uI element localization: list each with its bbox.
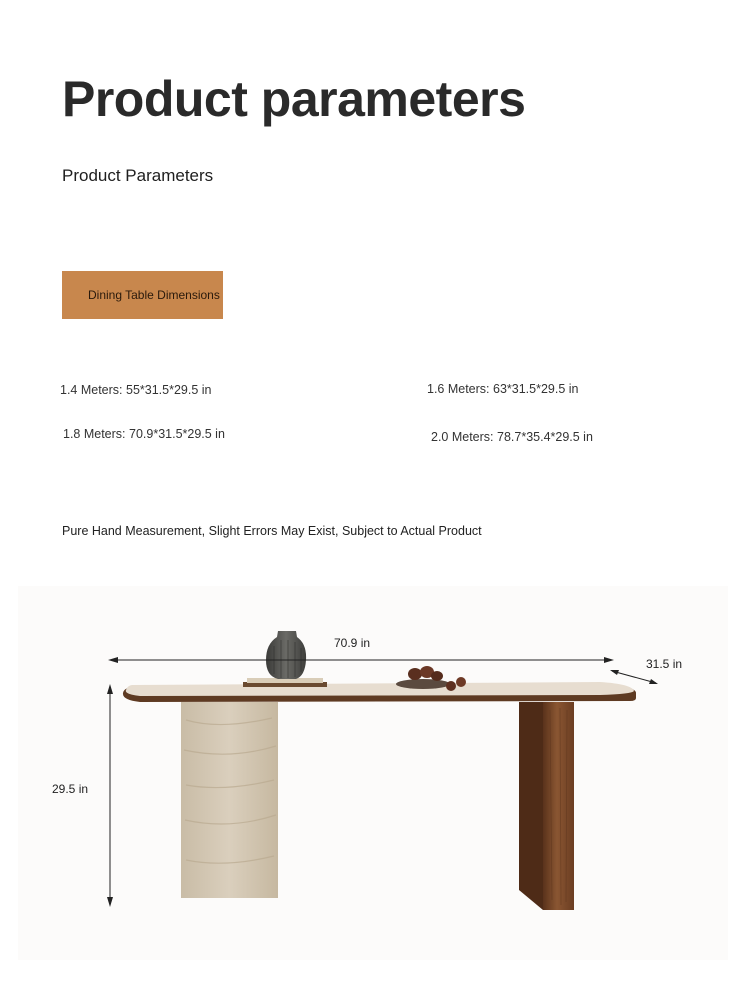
height-label: 29.5 in xyxy=(52,782,89,796)
dimension-1-6m: 1.6 Meters: 63*31.5*29.5 in xyxy=(427,382,579,396)
measurement-note: Pure Hand Measurement, Slight Errors May Exist, Subject to Actual Product xyxy=(62,524,482,538)
stone-leg xyxy=(181,702,278,898)
dimension-2-0m: 2.0 Meters: 78.7*35.4*29.5 in xyxy=(431,430,593,444)
table-illustration xyxy=(0,560,750,970)
table-figure xyxy=(0,560,750,970)
figure-background xyxy=(18,586,728,960)
dimensions-badge xyxy=(62,271,223,319)
length-label: 70.9 in xyxy=(334,636,371,650)
dimensions-badge-label: Dining Table Dimensions xyxy=(88,288,220,302)
page-title: Product parameters xyxy=(62,71,526,127)
section-subtitle: Product Parameters xyxy=(62,166,214,185)
width-label: 31.5 in xyxy=(646,657,683,671)
tabletop xyxy=(123,682,636,702)
wood-leg xyxy=(519,702,574,910)
dimension-1-8m: 1.8 Meters: 70.9*31.5*29.5 in xyxy=(63,427,225,441)
dimension-1-4m: 1.4 Meters: 55*31.5*29.5 in xyxy=(60,383,212,397)
